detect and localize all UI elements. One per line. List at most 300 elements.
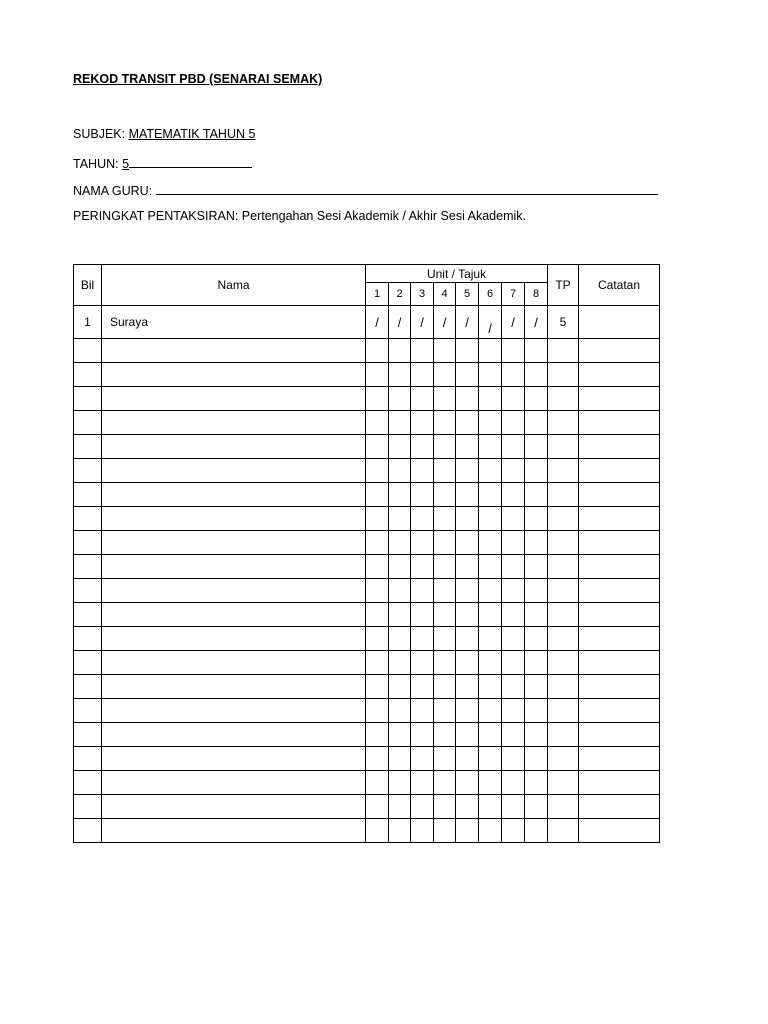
empty-cell bbox=[74, 483, 102, 507]
empty-cell bbox=[411, 819, 434, 843]
tahun-label: TAHUN: bbox=[73, 157, 123, 171]
empty-cell bbox=[411, 531, 434, 555]
empty-cell bbox=[525, 675, 548, 699]
empty-cell bbox=[502, 771, 525, 795]
empty-cell bbox=[411, 339, 434, 363]
empty-cell bbox=[102, 483, 366, 507]
empty-cell bbox=[579, 459, 660, 483]
empty-cell bbox=[456, 339, 479, 363]
empty-cell bbox=[389, 771, 411, 795]
empty-table-row bbox=[74, 699, 660, 723]
empty-cell bbox=[502, 795, 525, 819]
empty-cell bbox=[434, 531, 456, 555]
empty-cell bbox=[502, 675, 525, 699]
unit-mark-cell bbox=[366, 306, 389, 339]
unit-number-header: 5 bbox=[456, 283, 479, 306]
empty-cell bbox=[502, 483, 525, 507]
peringkat-line bbox=[73, 209, 526, 223]
empty-cell bbox=[411, 435, 434, 459]
empty-cell bbox=[434, 507, 456, 531]
empty-cell bbox=[525, 555, 548, 579]
empty-cell bbox=[502, 531, 525, 555]
empty-cell bbox=[548, 819, 579, 843]
empty-table-row bbox=[74, 507, 660, 531]
empty-cell bbox=[502, 723, 525, 747]
empty-cell bbox=[525, 579, 548, 603]
empty-cell bbox=[548, 771, 579, 795]
empty-cell bbox=[102, 387, 366, 411]
empty-cell bbox=[366, 603, 389, 627]
empty-cell bbox=[502, 507, 525, 531]
empty-cell bbox=[479, 675, 502, 699]
empty-cell bbox=[74, 387, 102, 411]
empty-cell bbox=[366, 627, 389, 651]
empty-table-row bbox=[74, 819, 660, 843]
empty-cell bbox=[502, 603, 525, 627]
empty-cell bbox=[102, 771, 366, 795]
empty-cell bbox=[579, 507, 660, 531]
empty-table-row bbox=[74, 459, 660, 483]
empty-cell bbox=[411, 555, 434, 579]
nama-guru-blank-line bbox=[156, 182, 658, 195]
unit-number-header: 8 bbox=[525, 283, 548, 306]
nama-cell: Suraya bbox=[102, 306, 366, 339]
empty-cell bbox=[366, 723, 389, 747]
subjek-line bbox=[73, 127, 255, 141]
empty-cell bbox=[434, 819, 456, 843]
empty-table-row bbox=[74, 651, 660, 675]
empty-cell bbox=[74, 579, 102, 603]
empty-cell bbox=[548, 339, 579, 363]
empty-cell bbox=[434, 603, 456, 627]
empty-cell bbox=[434, 411, 456, 435]
empty-cell bbox=[525, 339, 548, 363]
empty-cell bbox=[579, 363, 660, 387]
empty-cell bbox=[579, 699, 660, 723]
empty-cell bbox=[434, 459, 456, 483]
empty-cell bbox=[548, 435, 579, 459]
empty-cell bbox=[366, 339, 389, 363]
empty-cell bbox=[579, 435, 660, 459]
empty-cell bbox=[366, 483, 389, 507]
empty-cell bbox=[456, 795, 479, 819]
catatan-cell bbox=[579, 306, 660, 339]
empty-table-row bbox=[74, 603, 660, 627]
empty-cell bbox=[389, 603, 411, 627]
empty-cell bbox=[525, 435, 548, 459]
subjek-label: SUBJEK: bbox=[73, 127, 129, 141]
empty-cell bbox=[389, 339, 411, 363]
empty-cell bbox=[74, 747, 102, 771]
empty-cell bbox=[411, 723, 434, 747]
empty-cell bbox=[579, 579, 660, 603]
empty-cell bbox=[366, 363, 389, 387]
empty-cell bbox=[479, 339, 502, 363]
empty-cell bbox=[411, 627, 434, 651]
empty-cell bbox=[456, 459, 479, 483]
empty-cell bbox=[411, 675, 434, 699]
nama-guru-label: NAMA GURU: bbox=[73, 184, 156, 198]
header-tp: TP bbox=[548, 265, 579, 306]
empty-cell bbox=[74, 459, 102, 483]
empty-cell bbox=[579, 675, 660, 699]
table-row bbox=[74, 306, 660, 339]
empty-cell bbox=[434, 387, 456, 411]
empty-cell bbox=[411, 603, 434, 627]
empty-cell bbox=[579, 723, 660, 747]
empty-cell bbox=[389, 819, 411, 843]
empty-cell bbox=[579, 483, 660, 507]
empty-cell bbox=[456, 819, 479, 843]
empty-cell bbox=[456, 483, 479, 507]
empty-cell bbox=[479, 771, 502, 795]
empty-cell bbox=[579, 555, 660, 579]
checklist-table bbox=[73, 264, 660, 843]
empty-table-row bbox=[74, 675, 660, 699]
empty-cell bbox=[102, 651, 366, 675]
empty-table-row bbox=[74, 531, 660, 555]
empty-cell bbox=[479, 723, 502, 747]
empty-cell bbox=[102, 507, 366, 531]
empty-cell bbox=[548, 411, 579, 435]
empty-cell bbox=[548, 507, 579, 531]
empty-cell bbox=[366, 795, 389, 819]
empty-cell bbox=[456, 675, 479, 699]
empty-cell bbox=[389, 675, 411, 699]
empty-cell bbox=[434, 747, 456, 771]
empty-cell bbox=[525, 651, 548, 675]
empty-table-row bbox=[74, 411, 660, 435]
empty-cell bbox=[548, 603, 579, 627]
empty-cell bbox=[579, 627, 660, 651]
unit-number-header: 3 bbox=[411, 283, 434, 306]
empty-cell bbox=[434, 339, 456, 363]
unit-mark-cell bbox=[389, 306, 411, 339]
empty-cell bbox=[525, 459, 548, 483]
empty-cell bbox=[525, 483, 548, 507]
peringkat-label: PERINGKAT PENTAKSIRAN: bbox=[73, 209, 239, 223]
empty-table-row bbox=[74, 339, 660, 363]
document-title: REKOD TRANSIT PBD (SENARAI SEMAK) bbox=[73, 72, 323, 86]
empty-table-row bbox=[74, 387, 660, 411]
empty-cell bbox=[456, 507, 479, 531]
empty-cell bbox=[502, 459, 525, 483]
empty-cell bbox=[74, 531, 102, 555]
empty-cell bbox=[456, 363, 479, 387]
empty-cell bbox=[74, 603, 102, 627]
header-row bbox=[74, 265, 660, 283]
empty-cell bbox=[74, 435, 102, 459]
empty-cell bbox=[502, 627, 525, 651]
header-bil: Bil bbox=[74, 265, 102, 306]
empty-cell bbox=[389, 555, 411, 579]
empty-cell bbox=[366, 555, 389, 579]
empty-cell bbox=[102, 339, 366, 363]
unit-number-header: 1 bbox=[366, 283, 389, 306]
empty-cell bbox=[525, 627, 548, 651]
check-mark: / bbox=[465, 314, 469, 330]
empty-cell bbox=[74, 795, 102, 819]
empty-cell bbox=[456, 651, 479, 675]
empty-cell bbox=[479, 507, 502, 531]
empty-cell bbox=[102, 531, 366, 555]
unit-mark-cell bbox=[434, 306, 456, 339]
empty-cell bbox=[389, 699, 411, 723]
check-mark: / bbox=[511, 314, 515, 330]
empty-cell bbox=[479, 579, 502, 603]
empty-cell bbox=[525, 723, 548, 747]
empty-cell bbox=[434, 723, 456, 747]
empty-table-row bbox=[74, 483, 660, 507]
empty-cell bbox=[366, 771, 389, 795]
unit-mark-cell bbox=[525, 306, 548, 339]
empty-cell bbox=[434, 363, 456, 387]
empty-cell bbox=[411, 363, 434, 387]
empty-cell bbox=[366, 531, 389, 555]
empty-cell bbox=[102, 603, 366, 627]
empty-cell bbox=[389, 363, 411, 387]
empty-cell bbox=[548, 723, 579, 747]
empty-cell bbox=[434, 771, 456, 795]
empty-table-row bbox=[74, 795, 660, 819]
empty-cell bbox=[102, 795, 366, 819]
empty-cell bbox=[579, 747, 660, 771]
unit-mark-cell bbox=[479, 306, 502, 339]
empty-cell bbox=[366, 507, 389, 531]
empty-cell bbox=[102, 675, 366, 699]
empty-cell bbox=[434, 627, 456, 651]
empty-cell bbox=[102, 699, 366, 723]
nama-guru-line bbox=[73, 182, 658, 198]
unit-number-header: 4 bbox=[434, 283, 456, 306]
empty-cell bbox=[579, 339, 660, 363]
bil-cell: 1 bbox=[74, 306, 102, 339]
empty-cell bbox=[479, 387, 502, 411]
empty-cell bbox=[74, 771, 102, 795]
empty-cell bbox=[366, 699, 389, 723]
empty-cell bbox=[102, 363, 366, 387]
header-unit-tajuk: Unit / Tajuk bbox=[366, 265, 548, 283]
empty-cell bbox=[102, 627, 366, 651]
empty-cell bbox=[102, 411, 366, 435]
empty-cell bbox=[502, 363, 525, 387]
empty-cell bbox=[525, 507, 548, 531]
tp-cell: 5 bbox=[548, 306, 579, 339]
empty-cell bbox=[479, 603, 502, 627]
empty-cell bbox=[389, 459, 411, 483]
empty-cell bbox=[579, 411, 660, 435]
empty-cell bbox=[456, 723, 479, 747]
empty-cell bbox=[411, 795, 434, 819]
empty-table-row bbox=[74, 435, 660, 459]
empty-cell bbox=[525, 699, 548, 723]
empty-cell bbox=[525, 747, 548, 771]
empty-table-row bbox=[74, 555, 660, 579]
empty-cell bbox=[456, 555, 479, 579]
empty-cell bbox=[502, 819, 525, 843]
empty-cell bbox=[434, 699, 456, 723]
check-mark: / bbox=[420, 314, 424, 330]
empty-cell bbox=[74, 507, 102, 531]
empty-table-row bbox=[74, 747, 660, 771]
check-mark: / bbox=[375, 314, 379, 330]
empty-cell bbox=[389, 507, 411, 531]
empty-cell bbox=[411, 507, 434, 531]
empty-cell bbox=[102, 435, 366, 459]
empty-cell bbox=[525, 363, 548, 387]
empty-cell bbox=[502, 651, 525, 675]
empty-cell bbox=[548, 531, 579, 555]
empty-cell bbox=[389, 627, 411, 651]
empty-table-row bbox=[74, 627, 660, 651]
empty-cell bbox=[74, 339, 102, 363]
empty-cell bbox=[74, 627, 102, 651]
empty-cell bbox=[456, 603, 479, 627]
empty-cell bbox=[74, 699, 102, 723]
empty-cell bbox=[548, 795, 579, 819]
empty-cell bbox=[366, 651, 389, 675]
empty-cell bbox=[525, 771, 548, 795]
empty-cell bbox=[579, 531, 660, 555]
empty-cell bbox=[411, 411, 434, 435]
empty-cell bbox=[479, 483, 502, 507]
empty-cell bbox=[389, 435, 411, 459]
empty-cell bbox=[456, 699, 479, 723]
empty-cell bbox=[502, 435, 525, 459]
empty-cell bbox=[456, 411, 479, 435]
empty-cell bbox=[456, 579, 479, 603]
empty-cell bbox=[434, 435, 456, 459]
empty-cell bbox=[366, 411, 389, 435]
empty-cell bbox=[389, 483, 411, 507]
empty-cell bbox=[434, 795, 456, 819]
empty-cell bbox=[102, 459, 366, 483]
empty-cell bbox=[456, 387, 479, 411]
empty-cell bbox=[74, 555, 102, 579]
empty-cell bbox=[548, 483, 579, 507]
empty-cell bbox=[456, 531, 479, 555]
empty-cell bbox=[548, 627, 579, 651]
empty-cell bbox=[502, 747, 525, 771]
check-mark: / bbox=[488, 320, 492, 336]
empty-cell bbox=[479, 699, 502, 723]
empty-cell bbox=[366, 747, 389, 771]
empty-cell bbox=[502, 387, 525, 411]
empty-cell bbox=[389, 387, 411, 411]
tahun-blank-line bbox=[129, 155, 252, 168]
empty-cell bbox=[479, 555, 502, 579]
empty-cell bbox=[389, 795, 411, 819]
check-mark: / bbox=[534, 314, 538, 330]
empty-cell bbox=[548, 651, 579, 675]
empty-cell bbox=[502, 411, 525, 435]
empty-cell bbox=[411, 579, 434, 603]
peringkat-value: Pertengahan Sesi Akademik / Akhir Sesi Akademik. bbox=[238, 209, 526, 223]
empty-cell bbox=[102, 819, 366, 843]
empty-table-row bbox=[74, 723, 660, 747]
empty-cell bbox=[411, 651, 434, 675]
empty-cell bbox=[366, 387, 389, 411]
header-nama: Nama bbox=[102, 265, 366, 306]
empty-cell bbox=[411, 747, 434, 771]
empty-cell bbox=[579, 651, 660, 675]
empty-cell bbox=[548, 555, 579, 579]
empty-cell bbox=[502, 579, 525, 603]
empty-cell bbox=[389, 723, 411, 747]
empty-cell bbox=[548, 579, 579, 603]
empty-cell bbox=[456, 627, 479, 651]
empty-cell bbox=[579, 603, 660, 627]
empty-cell bbox=[548, 459, 579, 483]
empty-cell bbox=[366, 459, 389, 483]
empty-cell bbox=[434, 579, 456, 603]
empty-cell bbox=[479, 531, 502, 555]
empty-cell bbox=[479, 411, 502, 435]
empty-cell bbox=[366, 675, 389, 699]
empty-cell bbox=[548, 747, 579, 771]
unit-number-header: 6 bbox=[479, 283, 502, 306]
empty-cell bbox=[579, 819, 660, 843]
unit-mark-cell bbox=[411, 306, 434, 339]
unit-number-header: 7 bbox=[502, 283, 525, 306]
empty-cell bbox=[389, 651, 411, 675]
empty-cell bbox=[502, 555, 525, 579]
empty-cell bbox=[434, 675, 456, 699]
empty-cell bbox=[411, 699, 434, 723]
empty-cell bbox=[366, 435, 389, 459]
empty-cell bbox=[525, 795, 548, 819]
empty-cell bbox=[502, 339, 525, 363]
empty-cell bbox=[366, 819, 389, 843]
empty-cell bbox=[389, 531, 411, 555]
header-catatan: Catatan bbox=[579, 265, 660, 306]
empty-cell bbox=[74, 363, 102, 387]
empty-cell bbox=[411, 387, 434, 411]
empty-cell bbox=[411, 771, 434, 795]
empty-cell bbox=[548, 675, 579, 699]
empty-cell bbox=[525, 411, 548, 435]
empty-cell bbox=[102, 579, 366, 603]
subjek-value: MATEMATIK TAHUN 5 bbox=[128, 127, 256, 141]
empty-cell bbox=[102, 723, 366, 747]
empty-cell bbox=[74, 675, 102, 699]
empty-cell bbox=[479, 651, 502, 675]
empty-cell bbox=[102, 747, 366, 771]
empty-cell bbox=[579, 795, 660, 819]
empty-cell bbox=[525, 531, 548, 555]
unit-number-header: 2 bbox=[389, 283, 411, 306]
empty-cell bbox=[434, 555, 456, 579]
empty-table-row bbox=[74, 771, 660, 795]
empty-cell bbox=[579, 387, 660, 411]
empty-cell bbox=[434, 651, 456, 675]
empty-cell bbox=[479, 819, 502, 843]
empty-cell bbox=[74, 411, 102, 435]
empty-cell bbox=[579, 771, 660, 795]
empty-cell bbox=[548, 387, 579, 411]
empty-cell bbox=[74, 723, 102, 747]
empty-cell bbox=[502, 699, 525, 723]
empty-cell bbox=[479, 747, 502, 771]
empty-cell bbox=[479, 795, 502, 819]
empty-cell bbox=[389, 747, 411, 771]
unit-mark-cell bbox=[456, 306, 479, 339]
tahun-value: 5 bbox=[122, 157, 130, 171]
check-mark: / bbox=[442, 314, 447, 330]
tahun-line bbox=[73, 155, 252, 171]
empty-cell bbox=[548, 699, 579, 723]
empty-cell bbox=[389, 579, 411, 603]
